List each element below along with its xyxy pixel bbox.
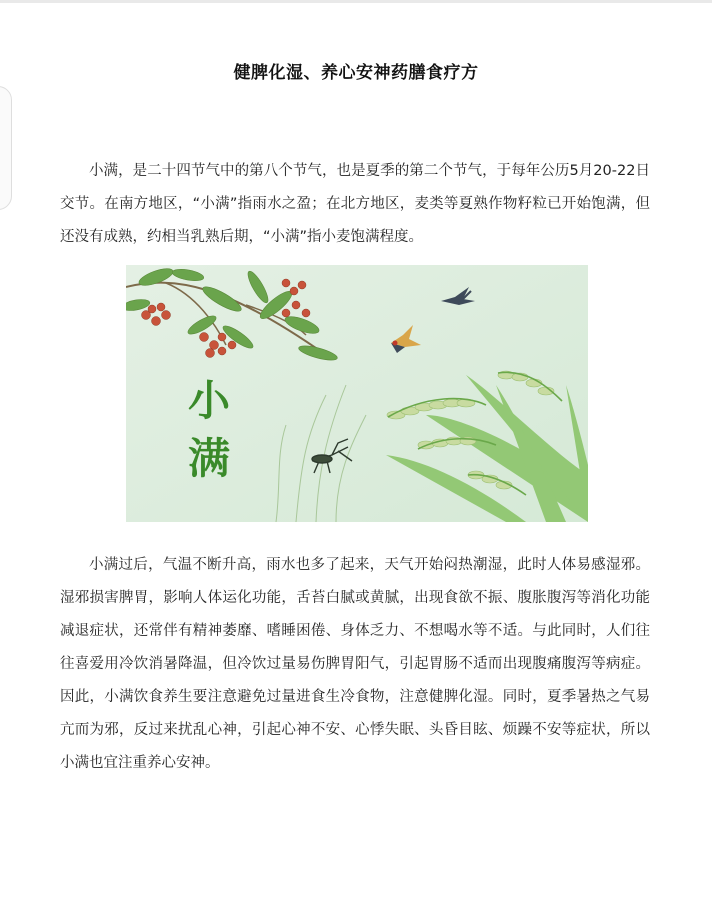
- paragraph-1: 小满，是二十四节气中的第八个节气，也是夏季的第二个节气，于每年公历5月20-22日交节。在南方地区，“小满”指雨水之盈；在北方地区，麦类等夏熟作物籽粒已开始饱满，但还没有成熟，约相当乳熟后期，“小满”指小麦饱满程度。: [60, 163, 650, 245]
- top-divider: [0, 0, 712, 3]
- side-pull-tab[interactable]: [0, 86, 12, 210]
- xiaoman-illustration: [126, 265, 588, 522]
- article-title: 健脾化湿、养心安神药膳食疗方: [233, 63, 479, 83]
- paragraph-2: 小满过后，气温不断升高，雨水也多了起来，天气开始闷热潮湿，此时人体易感湿邪。湿邪损害脾胃，影响人体运化功能，舌苔白腻或黄腻，出现食欲不振、腹胀腹泻等消化功能减退症状，还常伴有精神萎靡、嗜睡困倦、身体乏力、不想喝水等不适。与此同时，人们往往喜爱用冷饮消暑降温，但冷饮过量易伤脾胃阳气，引起胃肠不适而出现腹痛腹泻等病症。因此，小满饮食养生要注意避免过量进食生冷食物，注意健脾化湿。同时，夏季暑热之气易亢而为邪，反过来扰乱心神，引起心神不安、心悸失眠、头昏目眩、烦躁不安等症状，所以小满也宜注重养心安神。: [60, 557, 650, 771]
- illustration-heading-char: 小: [188, 376, 231, 425]
- illustration-heading-char: 满: [188, 434, 231, 483]
